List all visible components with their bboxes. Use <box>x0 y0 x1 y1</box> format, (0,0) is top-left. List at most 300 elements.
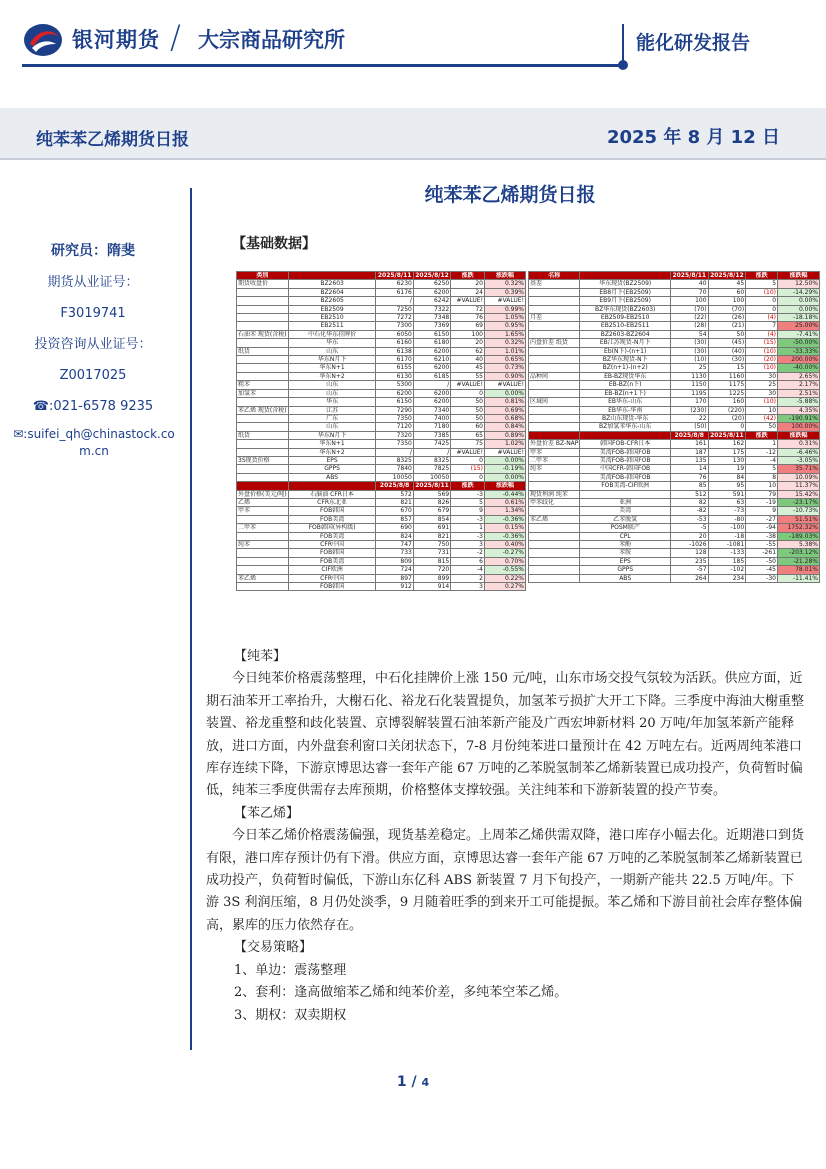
table-cell: -18 <box>708 532 746 540</box>
table-cell: 美湾FOB-韩国FOB <box>580 456 671 464</box>
table-cell: 50 <box>746 423 778 431</box>
table-cell: EB-BZ(n下) <box>580 381 671 389</box>
table-cell: 12.50% <box>778 280 820 288</box>
table-cell: 809 <box>376 557 413 565</box>
table-cell: 二甲苯 <box>529 456 580 464</box>
table-cell: 0.84% <box>485 423 526 431</box>
column-header: 类别 <box>237 272 289 280</box>
table-cell: -0.55% <box>485 566 526 574</box>
table-cell: -203.12% <box>778 549 820 557</box>
table-cell: 0 <box>708 423 746 431</box>
table-cell: 40 <box>670 280 708 288</box>
table-cell: -55 <box>746 541 778 549</box>
table-cell: 1150 <box>670 381 708 389</box>
table-row <box>529 381 820 389</box>
table-cell: 3 <box>451 541 485 549</box>
table-cell <box>237 372 289 380</box>
table-cell: 912 <box>376 583 413 591</box>
table-cell: 899 <box>413 574 450 582</box>
table-cell: 中国CFR-韩国FOB <box>580 465 671 473</box>
table-cell: -0.36% <box>485 515 526 523</box>
table-cell <box>237 448 289 456</box>
table-cell <box>529 423 580 431</box>
table-cell: FOB韩国 <box>288 583 376 591</box>
cert-number: F3019741 <box>60 306 126 321</box>
table-cell: (70) <box>708 305 746 313</box>
table-cell: 10.09% <box>778 473 820 481</box>
table-cell: 0 <box>451 389 485 397</box>
table-cell: 128 <box>670 549 708 557</box>
table-cell: 月差 <box>529 314 580 322</box>
column-header: 2025/8/8 <box>376 482 413 490</box>
table-cell: 0.00% <box>778 297 820 305</box>
table-cell: 40 <box>451 356 485 364</box>
table-cell: -190.91% <box>778 414 820 422</box>
table-cell: 897 <box>376 574 413 582</box>
table-cell: 华东N+2 <box>288 448 376 456</box>
table-cell: 纯苯 <box>237 541 289 549</box>
table-cell <box>529 532 580 540</box>
table-row <box>237 473 526 481</box>
table-cell: -261 <box>746 549 778 557</box>
table-cell: 乙烯 <box>237 498 289 506</box>
table-cell: 0.32% <box>485 339 526 347</box>
table-row <box>237 507 526 515</box>
table-cell: 25.00% <box>778 322 820 330</box>
table-cell <box>529 473 580 481</box>
table-cell: 6160 <box>376 339 413 347</box>
table-cell: BZ2603-BZ2604 <box>580 330 671 338</box>
table-row <box>529 356 820 364</box>
table-cell: 5 <box>746 280 778 288</box>
table-cell <box>529 288 580 296</box>
table-cell: 20 <box>670 532 708 540</box>
table-cell: 现货利润 纯苯 <box>529 490 580 498</box>
table-cell <box>237 297 289 305</box>
table-cell: EB华东-山东 <box>580 398 671 406</box>
table-row <box>237 280 526 288</box>
table-row <box>529 557 820 565</box>
table-cell: BZ(n+1)-(n+2) <box>580 364 671 372</box>
table-cell: (20) <box>746 356 778 364</box>
cert-label: 期货从业证号： <box>47 275 139 290</box>
header-rule <box>22 64 620 67</box>
table-cell: 200.00% <box>778 356 820 364</box>
table-cell <box>529 482 580 490</box>
table-cell: -5.88% <box>778 398 820 406</box>
table-cell: 1160 <box>708 372 746 380</box>
table-cell: 5.38% <box>778 541 820 549</box>
table-row <box>529 482 820 490</box>
table-cell: -21.28% <box>778 557 820 565</box>
table-cell: -18.18% <box>778 314 820 322</box>
table-cell: -0.27% <box>485 549 526 557</box>
table-cell: -57 <box>670 566 708 574</box>
table-row <box>237 381 526 389</box>
column-header: 2025/8/11 <box>710 431 744 439</box>
table-cell: EB华东-华南 <box>580 406 671 414</box>
table-cell: (26) <box>708 314 746 322</box>
table-cell: GPPS <box>580 566 671 574</box>
table-cell: 山东 <box>288 381 376 389</box>
table-cell: 815 <box>413 557 450 565</box>
table-cell: 苯乙烯 <box>237 574 289 582</box>
table-cell: 6210 <box>413 356 450 364</box>
table-cell <box>237 557 289 565</box>
table-cell: 石脑油 CFR日本 <box>288 490 376 498</box>
table-cell: 0.65% <box>485 356 526 364</box>
table-cell: (22) <box>670 314 708 322</box>
column-header: 2025/8/11 <box>415 482 449 490</box>
table-cell: 3 <box>451 583 485 591</box>
table-cell: 纸货 <box>237 431 289 439</box>
table-row <box>237 423 526 431</box>
consult-number: Z0017025 <box>59 368 127 383</box>
table-cell: 7425 <box>413 440 450 448</box>
table-cell: 0.15% <box>485 524 526 532</box>
table-cell: 华东 <box>288 339 376 347</box>
table-row <box>237 389 526 397</box>
strategy-item: 1、单边：震荡整理 <box>234 962 347 978</box>
column-header <box>288 482 376 490</box>
table-cell: 6 <box>451 557 485 565</box>
table-cell: 100 <box>451 330 485 338</box>
table-cell: 24 <box>451 288 485 296</box>
strategy-heading: 【交易策略】 <box>234 940 313 956</box>
table-cell: EB-BZ现货华东 <box>580 372 671 380</box>
table-cell: 6180 <box>413 339 450 347</box>
table-cell: -80 <box>708 515 746 523</box>
table-cell: 0.90% <box>485 372 526 380</box>
table-cell <box>529 381 580 389</box>
table-cell: 二甲苯 <box>237 524 289 532</box>
table-row <box>237 583 526 591</box>
header-rule-dot <box>618 60 628 70</box>
page-current: 1 <box>396 1074 407 1090</box>
table-cell: 20 <box>451 339 485 347</box>
table-cell: 854 <box>413 515 450 523</box>
table-row <box>529 347 820 355</box>
price-table <box>236 271 526 591</box>
table-cell: 1130 <box>670 372 708 380</box>
table-row <box>237 372 526 380</box>
table-cell: 35.71% <box>778 465 820 473</box>
table-cell: 5300 <box>376 381 413 389</box>
table-cell: 甲苯 <box>529 448 580 456</box>
column-header: 涨跌 <box>746 431 778 439</box>
table-cell: CIF欧洲 <box>288 566 376 574</box>
page-header <box>0 0 826 90</box>
column-header <box>580 431 671 439</box>
table-cell: 2.65% <box>778 372 820 380</box>
strategy-item: 2、套利：逢高做缩苯乙烯和纯苯价差，多纯苯空苯乙烯。 <box>234 985 568 1001</box>
table-cell: -12 <box>746 448 778 456</box>
column-header: 2025/8/12 <box>415 272 449 279</box>
table-cell: 7385 <box>413 431 450 439</box>
column-header: 2025/8/11 <box>377 272 412 279</box>
table-cell: (45) <box>708 339 746 347</box>
table-cell: 1752.32% <box>778 524 820 532</box>
table-row <box>529 456 820 464</box>
table-cell: (4) <box>746 314 778 322</box>
table-row <box>529 339 820 347</box>
table-cell: 2 <box>451 574 485 582</box>
table-cell: 747 <box>376 541 413 549</box>
table-cell: 51.51% <box>778 515 820 523</box>
column-header: 2025/8/12 <box>710 272 744 279</box>
table-cell: EPS <box>580 557 671 565</box>
table-cell: ABS <box>288 473 376 481</box>
table-cell <box>529 297 580 305</box>
table-cell: 264 <box>670 574 708 582</box>
table-cell: 75 <box>451 440 485 448</box>
table-cell: 162 <box>708 440 746 448</box>
table-cell: 6200 <box>413 288 450 296</box>
table-cell: 170 <box>670 398 708 406</box>
column-header: 涨跌 <box>746 272 778 280</box>
table-cell: 0.39% <box>485 288 526 296</box>
table-cell: 591 <box>708 490 746 498</box>
table-cell <box>237 465 289 473</box>
table-cell: 15.42% <box>778 490 820 498</box>
table-row <box>237 490 526 498</box>
report-type: 能化研发报告 <box>636 32 751 54</box>
table-cell: 7840 <box>376 465 413 473</box>
table-cell: 55 <box>451 372 485 380</box>
table-cell: BZ华东现货(BZ2603) <box>580 305 671 313</box>
table-row <box>529 364 820 372</box>
table-cell <box>237 364 289 372</box>
table-cell: 22 <box>670 414 708 422</box>
table-cell: 10050 <box>413 473 450 481</box>
table-cell: 95 <box>708 482 746 490</box>
table-cell: EB-BZ(n+1下) <box>580 389 671 397</box>
table-cell <box>237 423 289 431</box>
spread-table <box>528 271 820 583</box>
table-cell: (42) <box>746 414 778 422</box>
table-header-row <box>237 482 526 490</box>
styrene-paragraph: 今日苯乙烯价格震荡偏强，现货基差稳定。上周苯乙烯供需双降，港口库存小幅去化。近期港口到货有限，港口库存预计仍有下滑。供应方面，京博思达睿一套年产能 67 万吨的乙苯脱氢制苯乙烯新装置已成功投产，负荷暂时偏低，下游山东亿科 ABS 新装置 7 月下旬投产，一期新产能共 22.5 万吨/年。下游 3S 利润压缩，8 月仍处淡季，9 月随着旺季的到来开工可能提振。苯乙烯和下游目前社会库存整体偏高，累库的压力依然存在。 <box>206 828 805 933</box>
table-cell <box>529 330 580 338</box>
benzene-paragraph: 今日纯苯价格震荡整理，中石化挂牌价上涨 150 元/吨，山东市场交投气氛较为活跃。供应方面，近期石油苯开工率抬升，大榭石化、裕龙石化装置提负，加氢苯亏损扩大开工下降。三季度中海油大榭重整装置、裕龙重整和歧化装置、京博裂解装置石油苯新产能及广西宏坤新材料 20 万吨/年加氢苯新产能释放，进口方面，内外盘套利窗口关闭状态下，7-8 月份纯苯进口量预计在 42 万吨左右。近两周纯苯港口库存连续下降，下游京博思达睿一套年产能 67 万吨的乙苯脱氢制苯乙烯新装置已成功投产，负荷暂时偏低，纯苯三季度供需存去库预期，价格整体支撑较强。关注纯苯和下游新装置的投产节奏。 <box>206 671 805 799</box>
table-row <box>529 507 820 515</box>
table-cell <box>529 549 580 557</box>
table-cell: 广东 <box>288 414 376 422</box>
table-cell: 50 <box>451 406 485 414</box>
table-cell: 华东N+1 <box>288 440 376 448</box>
column-header <box>529 431 580 439</box>
table-cell: 63 <box>708 498 746 506</box>
table-cell: 7 <box>746 322 778 330</box>
table-cell: 0.69% <box>485 406 526 414</box>
table-cell: 69 <box>451 322 485 330</box>
table-cell: 0 <box>451 456 485 464</box>
table-cell: 100 <box>670 297 708 305</box>
table-cell: 华东现货(BZ2509) <box>580 280 671 288</box>
table-cell: 0.89% <box>485 431 526 439</box>
table-cell: 670 <box>376 507 413 515</box>
table-cell: 60 <box>708 288 746 296</box>
table-row <box>529 490 820 498</box>
table-row <box>237 557 526 565</box>
table-cell: 65 <box>451 431 485 439</box>
column-header: 2025/8/11 <box>672 272 707 279</box>
table-cell: EB2509 <box>288 305 376 313</box>
table-cell: 华东 <box>288 398 376 406</box>
table-row <box>529 473 820 481</box>
table-cell: (50) <box>670 423 708 431</box>
table-cell: 6130 <box>376 372 413 380</box>
table-cell: FOB美湾 <box>288 515 376 523</box>
table-cell: (10) <box>746 288 778 296</box>
table-row <box>237 297 526 305</box>
table-row <box>529 297 820 305</box>
table-cell: -33.33% <box>778 347 820 355</box>
table-cell: EB2510 <box>288 314 376 322</box>
table-cell: 0.00% <box>485 389 526 397</box>
table-cell: 中石化华东挂牌价 <box>288 330 376 338</box>
table-row <box>237 448 526 456</box>
table-cell: (20) <box>708 414 746 422</box>
table-row <box>237 515 526 523</box>
table-cell: -10.73% <box>778 507 820 515</box>
table-header-row <box>529 431 820 439</box>
table-cell: 0.00% <box>778 305 820 313</box>
table-row <box>529 305 820 313</box>
table-cell: 84 <box>708 473 746 481</box>
table-row <box>529 322 820 330</box>
table-cell: FOB韩国 <box>288 507 376 515</box>
table-cell <box>529 347 580 355</box>
table-cell <box>529 406 580 414</box>
table-cell: 85 <box>670 482 708 490</box>
table-cell: 50 <box>451 414 485 422</box>
table-cell: -4 <box>451 566 485 574</box>
table-cell: (10) <box>746 364 778 372</box>
table-cell: 161 <box>670 440 708 448</box>
sidebar-separator <box>190 188 192 1050</box>
table-cell: 7322 <box>413 305 450 313</box>
table-cell: 8 <box>746 473 778 481</box>
table-header-row <box>529 272 820 280</box>
table-row <box>529 330 820 338</box>
column-header: 涨跌幅 <box>485 482 526 490</box>
table-cell: CFR中国 <box>288 574 376 582</box>
table-cell: (70) <box>670 305 708 313</box>
table-cell: 235 <box>670 557 708 565</box>
table-cell: 160 <box>708 398 746 406</box>
table-cell: 45 <box>451 364 485 372</box>
table-cell: -45 <box>746 566 778 574</box>
table-cell: 9 <box>746 507 778 515</box>
table-cell: 乙苯脱氢 <box>580 515 671 523</box>
brand-name: 银河期货 <box>72 28 160 52</box>
table-cell: -0.44% <box>485 490 526 498</box>
table-cell <box>237 322 289 330</box>
table-cell: / <box>376 448 413 456</box>
consult-label: 投资咨询从业证号： <box>34 337 152 352</box>
table-cell: 2.17% <box>778 381 820 389</box>
table-cell: 苯乙烯 <box>529 515 580 523</box>
table-row <box>237 431 526 439</box>
column-header: 2025/8/8 <box>670 431 708 439</box>
column-header: 涨跌幅 <box>778 431 820 439</box>
table-cell: 0.99% <box>485 305 526 313</box>
table-cell: 25 <box>746 381 778 389</box>
table-cell: 0.22% <box>485 574 526 582</box>
table-cell: 华东N月下 <box>288 356 376 364</box>
table-cell: 6150 <box>376 398 413 406</box>
table-cell: -82 <box>670 507 708 515</box>
table-cell: -189.03% <box>778 532 820 540</box>
table-cell: 华东N+2 <box>288 372 376 380</box>
table-cell: 76 <box>451 314 485 322</box>
table-cell: 691 <box>413 524 450 532</box>
table-cell: 0.27% <box>485 583 526 591</box>
table-cell <box>237 566 289 574</box>
column-header: 涨跌 <box>451 272 485 280</box>
table-cell: 0.61% <box>485 498 526 506</box>
table-cell: 6200 <box>413 398 450 406</box>
table-cell: 7400 <box>413 414 450 422</box>
table-cell <box>580 490 671 498</box>
table-cell: -27 <box>746 515 778 523</box>
table-cell: 234 <box>708 574 746 582</box>
table-cell <box>237 305 289 313</box>
table-cell: 0.31% <box>778 440 820 448</box>
table-cell: / <box>413 448 450 456</box>
header-slash: / <box>170 18 181 56</box>
table-cell: 7350 <box>376 414 413 422</box>
table-cell: 山东 <box>288 423 376 431</box>
table-row <box>237 456 526 464</box>
table-cell: CFR中国 <box>288 541 376 549</box>
table-cell: (15) <box>451 465 485 473</box>
table-cell: EB9月下(EB2509) <box>580 297 671 305</box>
table-cell: CPL <box>580 532 671 540</box>
table-cell: 外盘价差 BZ-NAP <box>530 440 579 448</box>
table-cell: 1.34% <box>485 507 526 515</box>
table-cell <box>237 288 289 296</box>
table-row <box>237 356 526 364</box>
table-cell: 72 <box>451 305 485 313</box>
table-cell: EB2509-EB2510 <box>580 314 671 322</box>
table-row <box>237 398 526 406</box>
table-cell: -1026 <box>670 541 708 549</box>
table-cell: 6150 <box>413 330 450 338</box>
table-cell: 华东N月下 <box>288 431 376 439</box>
table-cell: 1.01% <box>485 347 526 355</box>
page-total: 4 <box>421 1076 430 1089</box>
table-cell: 山东 <box>288 389 376 397</box>
table-cell: 6185 <box>413 372 450 380</box>
page-number: 1 / 4 <box>396 1074 430 1090</box>
table-cell: 30 <box>746 372 778 380</box>
table-cell: 20 <box>451 280 485 288</box>
table-cell: 江苏 <box>288 406 376 414</box>
table-row <box>237 574 526 582</box>
table-cell: 50 <box>708 330 746 338</box>
table-cell: 7290 <box>376 406 413 414</box>
table-cell: (28) <box>670 322 708 330</box>
table-cell: -7.41% <box>778 330 820 338</box>
table-cell: -0.36% <box>485 532 526 540</box>
table-cell: 731 <box>413 549 450 557</box>
table-cell <box>237 356 289 364</box>
email[interactable]: ✉:suifei_qh@chinastock.com.cn <box>13 427 175 458</box>
table-row <box>529 566 820 574</box>
title-bar <box>0 108 826 160</box>
